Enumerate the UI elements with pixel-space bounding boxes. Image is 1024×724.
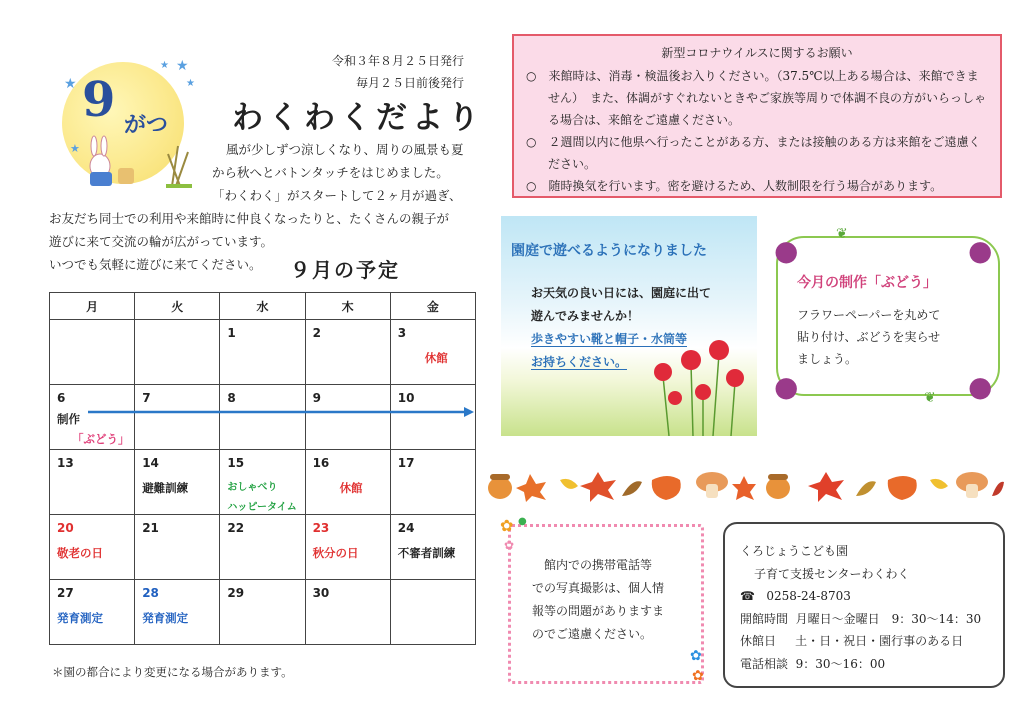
day-number: 8 xyxy=(227,391,236,405)
calendar-day-cell xyxy=(305,580,390,645)
calendar-day-cell xyxy=(135,580,220,645)
day-number: 28 xyxy=(142,586,159,600)
calendar-day-cell xyxy=(390,515,475,580)
mushroom-icon xyxy=(956,472,988,498)
star-icon: ★ xyxy=(186,78,195,89)
day-number: 2 xyxy=(312,326,321,340)
month-suffix: がつ xyxy=(124,113,169,138)
calendar-event: おしゃべり xyxy=(227,482,278,493)
schedule-footnote: ＊園の都合により変更になる場合があります。 xyxy=(52,665,293,679)
weekday-header: 金 xyxy=(390,293,475,320)
calendar-event: ハッピータイム xyxy=(227,502,297,513)
phone-line: 報等の問題がありますま xyxy=(532,604,665,618)
hours-value: 月曜日～金曜日 9：30～14：30 xyxy=(795,611,982,626)
calendar-week-row xyxy=(50,450,476,515)
day-number: 13 xyxy=(57,456,74,470)
greeting-line: 「わくわく」がスタートして２ヶ月が過ぎ、 xyxy=(212,188,462,203)
notice-item: ○ 来館時は、消毒・検温後お入りください。（37.5℃以上ある場合は、来館できません） また、体調がすぐれないときやご家族等周りで体調不良の方がいらっしゃる場合は、来館をご遠慮ください。 xyxy=(526,69,987,127)
craft-line: 貼り付け、ぶどうを実らせ xyxy=(797,330,941,344)
calendar-day-cell xyxy=(305,450,390,515)
phone-icon: ☎ xyxy=(740,589,755,603)
calendar-event: 「ぶどう」 xyxy=(72,432,130,446)
weekday-header: 火 xyxy=(135,293,220,320)
star-icon: ★ xyxy=(64,76,77,92)
flower-icon: ✿ xyxy=(500,516,514,535)
craft-line: ましょう。 xyxy=(797,352,858,366)
star-icon: ★ xyxy=(160,60,169,71)
consult-value: 9：30～16：00 xyxy=(795,656,886,671)
leaf-icon: ❦ xyxy=(836,226,848,242)
issue-info xyxy=(300,50,464,94)
grape-icon: ● xyxy=(968,370,993,403)
calendar-week-row xyxy=(50,515,476,580)
day-number: 21 xyxy=(142,521,159,535)
phone-line: のでご遠慮ください。 xyxy=(532,627,653,641)
day-number: 17 xyxy=(397,456,415,470)
greeting-line: お友だち同士での利用や来館時に仲良くなったりと、たくさんの親子が xyxy=(49,211,450,226)
maple-leaf-icon xyxy=(808,472,844,502)
garden-card xyxy=(501,216,757,436)
phone-line: での写真撮影は、個人情 xyxy=(532,581,665,595)
center-name: 子育て支援センターわくわく xyxy=(754,566,910,581)
newsletter-title: わくわくだより xyxy=(232,100,484,136)
star-icon: ★ xyxy=(176,58,189,74)
calendar-event: 発育測定 xyxy=(142,611,189,625)
craft-week-arrow xyxy=(88,406,474,418)
leaf-icon xyxy=(856,481,876,496)
calendar-event: 避難訓練 xyxy=(142,481,189,495)
craft-title: 今月の制作「ぶどう」 xyxy=(797,275,937,291)
issue-cycle: 毎月２５日前後発行 xyxy=(355,76,464,90)
day-number: 29 xyxy=(227,586,245,600)
greeting-line: いつでも気軽に遊びに来てください。 xyxy=(49,257,262,272)
hours-label: 開館時間 xyxy=(740,611,789,626)
calendar-event: 休館 xyxy=(339,481,363,495)
acorn-icon xyxy=(766,474,790,499)
consult-label: 電話相談 xyxy=(740,656,789,671)
phone-number[interactable]: 0258-24-8703 xyxy=(766,589,851,603)
day-number: 22 xyxy=(227,521,245,535)
star-icon: ★ xyxy=(70,142,80,155)
issue-date: 令和３年８月２５日発行 xyxy=(331,54,464,68)
calendar-week-row xyxy=(50,580,476,645)
garden-highlight: 歩きやすい靴と帽子・水筒等 xyxy=(531,332,688,346)
calendar-day-cell xyxy=(305,320,390,385)
day-number: 3 xyxy=(397,326,407,340)
leaf-icon: ❦ xyxy=(924,390,936,406)
calendar-day-cell xyxy=(50,580,135,645)
phone-notice-text xyxy=(532,554,664,646)
garden-title: 園庭で遊べるようになりました xyxy=(511,243,707,259)
spider-lily-illustration xyxy=(639,332,751,436)
day-number: 6 xyxy=(57,391,66,405)
notice-item: ○ 随時換気を行います。密を避けるため、人数制限を行う場合があります。 xyxy=(526,179,943,193)
calendar-event: 敬老の日 xyxy=(57,546,103,560)
calendar-day-cell xyxy=(220,450,305,515)
craft-line: フラワーペーパーを丸めて xyxy=(797,308,941,322)
day-number: 27 xyxy=(57,586,74,600)
day-number: 24 xyxy=(397,521,415,535)
weekday-header: 木 xyxy=(305,293,390,320)
covid-notice xyxy=(512,34,1002,198)
calendar-event: 休館 xyxy=(424,351,448,365)
calendar-day-cell xyxy=(135,320,220,385)
leaf-icon xyxy=(992,482,1004,496)
day-number: 9 xyxy=(312,391,321,405)
closed-label: 休館日 xyxy=(740,634,777,648)
maple-leaf-icon xyxy=(580,472,616,502)
notice-item: ○ ２週間以内に他県へ行ったことがある方、または接触のある方は来館をご遠慮ください。 xyxy=(526,135,981,171)
garden-highlight: お持ちください。 xyxy=(531,355,628,369)
day-number: 10 xyxy=(397,391,415,405)
calendar-day-cell xyxy=(50,515,135,580)
calendar-day-cell xyxy=(390,450,475,515)
closed-row xyxy=(740,630,981,653)
chestnut-icon xyxy=(652,476,681,500)
garden-line: 遊んでみませんか！ xyxy=(531,309,640,323)
org-name: くろじょうこども園 xyxy=(740,544,849,558)
day-number: 1 xyxy=(227,326,236,340)
day-number: 16 xyxy=(312,456,330,470)
calendar-day-cell xyxy=(305,515,390,580)
calendar-day-cell xyxy=(390,580,475,645)
weekday-header: 水 xyxy=(220,293,305,320)
day-number: 15 xyxy=(227,456,245,470)
leaf-icon xyxy=(622,481,642,496)
schedule-title: ９月の予定 xyxy=(290,258,400,282)
phone-number-row xyxy=(740,585,981,608)
calendar-day-cell xyxy=(220,515,305,580)
closed-value: 土・日・祝日・園行事のある日 xyxy=(795,634,964,648)
maple-leaf-icon xyxy=(516,474,546,502)
craft-text xyxy=(797,304,940,370)
calendar-day-cell xyxy=(390,320,475,385)
contact-text xyxy=(740,540,981,675)
calendar-day-cell xyxy=(135,515,220,580)
garden-line: お天気の良い日には、園庭に出て xyxy=(531,286,712,300)
calendar-day-cell xyxy=(135,450,220,515)
day-number: 20 xyxy=(57,521,74,535)
hours-row xyxy=(740,608,981,631)
calendar-day-cell xyxy=(220,320,305,385)
month-number: 9 xyxy=(82,72,114,128)
calendar-event: 制作 xyxy=(57,412,80,426)
flower-icon: ✿ xyxy=(690,648,702,664)
calendar-day-cell xyxy=(220,580,305,645)
calendar-day-cell xyxy=(50,320,135,385)
day-number: 23 xyxy=(312,521,330,535)
greeting-line: 風が少しずつ涼しくなり、周りの風景も夏 xyxy=(226,142,464,157)
calendar-event: 発育測定 xyxy=(57,611,103,625)
calendar-week-row xyxy=(50,320,476,385)
calendar-header-row xyxy=(50,293,476,320)
autumn-decoration-strip xyxy=(486,466,1006,506)
maple-leaf-icon xyxy=(732,476,756,500)
mushroom-icon xyxy=(696,472,728,498)
greeting-line: 遊びに来て交流の輪が広がっています。 xyxy=(49,234,274,249)
notice-title: 新型コロナウイルスに関するお願い xyxy=(661,46,853,60)
greeting-line: から秋へとバトンタッチをはじめました。 xyxy=(212,165,449,180)
consult-row xyxy=(740,653,981,676)
phone-line: 館内での携帯電話等 xyxy=(544,558,653,572)
weekday-header: 月 xyxy=(50,293,135,320)
rabbit-susuki-illustration xyxy=(80,132,200,188)
chestnut-icon xyxy=(888,476,917,500)
day-number: 7 xyxy=(142,391,151,405)
flower-icon: ✿ xyxy=(504,538,515,552)
flower-icon: ✿ xyxy=(692,668,704,684)
calendar-event: 秋分の日 xyxy=(312,546,359,560)
grape-icon: ● xyxy=(968,234,993,267)
dot-icon: ● xyxy=(518,516,527,527)
schedule-calendar xyxy=(49,292,476,645)
day-number: 30 xyxy=(312,586,330,600)
day-number: 14 xyxy=(142,456,159,470)
calendar-day-cell xyxy=(50,450,135,515)
calendar-event: 不審者訓練 xyxy=(397,546,456,560)
ginkgo-icon xyxy=(560,479,578,489)
ginkgo-icon xyxy=(930,479,948,489)
grape-icon: ● xyxy=(774,370,799,403)
acorn-icon xyxy=(488,474,512,499)
calendar-body xyxy=(50,320,476,645)
grape-icon: ● xyxy=(774,234,799,267)
